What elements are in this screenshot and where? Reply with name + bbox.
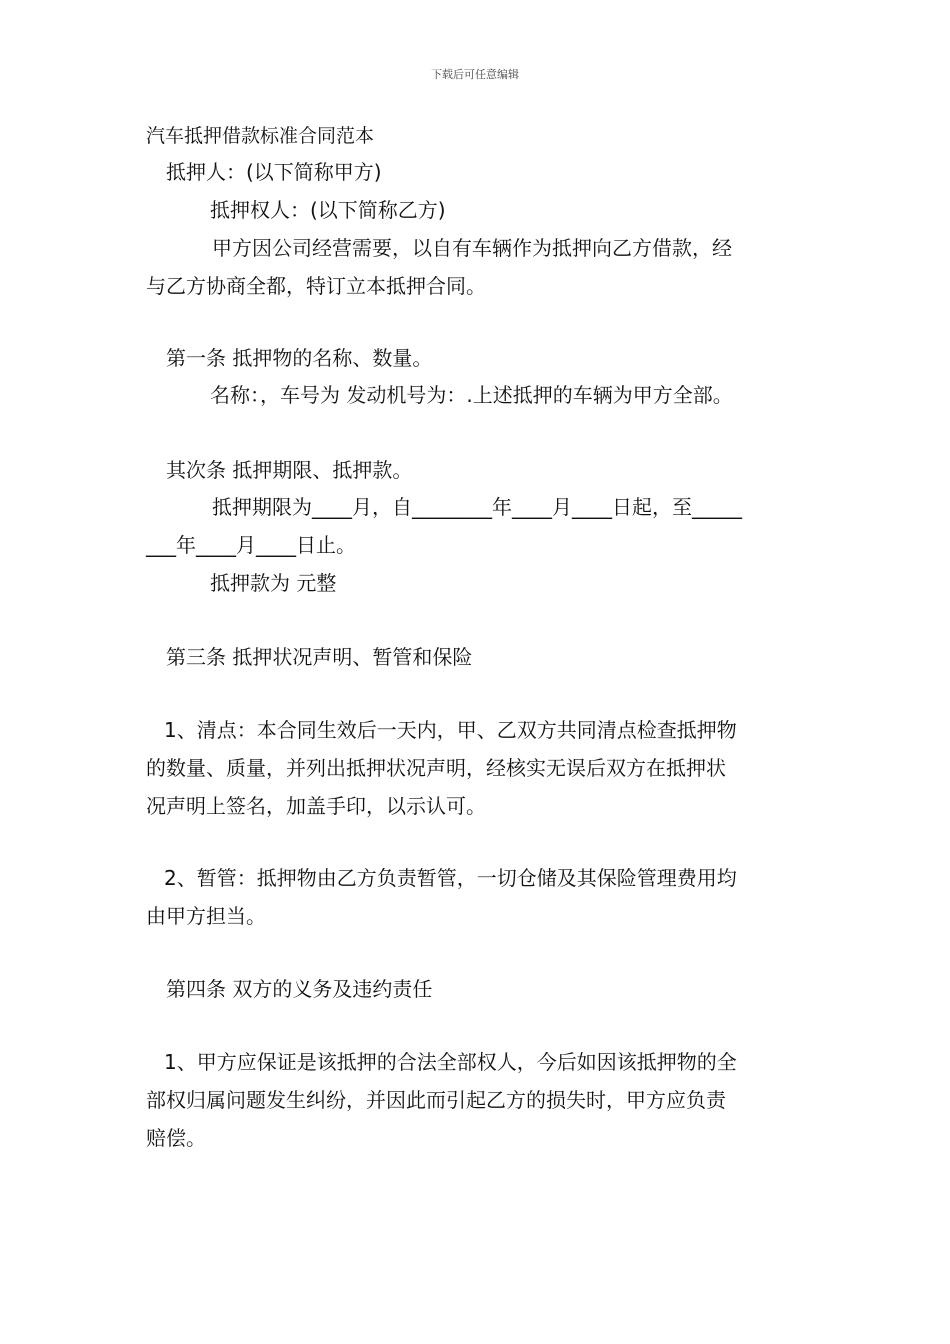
article-2-heading: 其次条 抵押期限、抵押款。: [166, 458, 413, 482]
article-2-amount: 抵押款为 元整: [210, 571, 337, 595]
article-3-item-2-line-2: 由甲方担当。: [146, 904, 266, 928]
article-1-heading: 第一条 抵押物的名称、数量。: [166, 346, 433, 370]
article-1-body: 名称：，车号为 发动机号为：.上述抵押的车辆为甲方全部。: [210, 383, 733, 407]
article-4-heading: 第四条 双方的义务及违约责任: [166, 977, 433, 1001]
preamble-line-2: 与乙方协商全都，特订立本抵押合同。: [146, 274, 486, 298]
preamble-line-1: 甲方因公司经营需要，以自有车辆作为抵押向乙方借款，经: [212, 236, 732, 260]
article-2-term-line-1: 抵押期限为____月，自________年____月____日起，至_____: [212, 495, 742, 519]
article-2-term-line-2: ___年____月____日止。: [146, 533, 356, 557]
article-3-item-1-line-2: 的数量、质量，并列出抵押状况声明，经核实无误后双方在抵押状: [146, 756, 726, 780]
article-3-item-1-line-3: 况声明上签名，加盖手印，以示认可。: [146, 794, 486, 818]
article-3-heading: 第三条 抵押状况声明、暂管和保险: [166, 645, 473, 669]
party-mortgagor: 抵押人：(以下简称甲方): [166, 160, 382, 184]
party-mortgagee: 抵押权人：(以下简称乙方): [210, 198, 446, 222]
page-header-note: 下载后可任意编辑: [431, 68, 519, 81]
article-4-item-1-line-2: 部权归属问题发生纠纷，并因此而引起乙方的损失时，甲方应负责: [146, 1088, 726, 1112]
article-3-item-1-line-1: 1、清点：本合同生效后一天内，甲、乙双方共同清点检查抵押物: [164, 718, 737, 742]
article-3-item-2-line-1: 2、暂管：抵押物由乙方负责暂管，一切仓储及其保险管理费用均: [164, 866, 737, 890]
document-title: 汽车抵押借款标准合同范本: [146, 125, 375, 147]
article-4-item-1-line-1: 1、甲方应保证是该抵押的合法全部权人，今后如因该抵押物的全: [164, 1050, 737, 1074]
article-4-item-1-line-3: 赔偿。: [146, 1126, 206, 1150]
